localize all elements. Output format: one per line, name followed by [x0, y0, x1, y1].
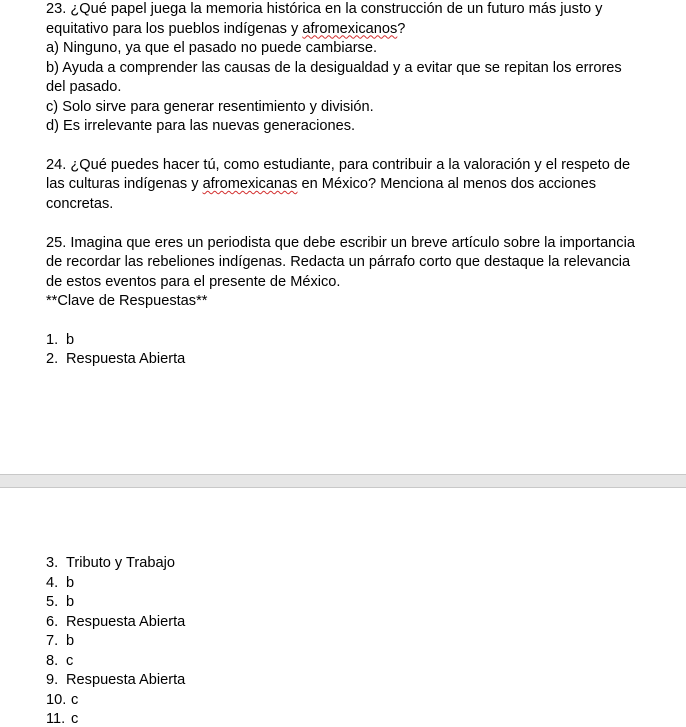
spellcheck-word[interactable]: afromexicanas — [202, 176, 298, 192]
answer-key-heading: **Clave de Respuestas** — [46, 293, 208, 309]
answer-item — [46, 632, 74, 652]
answer-number: 8. — [46, 652, 59, 669]
answer-item — [46, 710, 78, 727]
answer-text: c — [71, 691, 79, 708]
answer-number: 4. — [46, 574, 59, 591]
answer-item — [46, 593, 74, 613]
answer-number: 5. — [46, 594, 59, 610]
answer-text: c — [71, 711, 79, 727]
answer-number: 11. — [46, 711, 66, 727]
answer-item — [46, 671, 185, 691]
q24-line-1: 24. ¿Qué puedes hacer tú, como estudiante, para contribuir a la valoración y el respeto de — [46, 156, 631, 173]
answer-item — [46, 652, 73, 672]
q23-line-1: 23. ¿Qué papel juega la memoria histórica en la construcción de un futuro más justo y — [46, 1, 603, 17]
answer-item — [46, 554, 175, 574]
answer-number: 3. — [46, 555, 59, 571]
q24-line-2-text: las culturas indígenas y — [46, 176, 203, 192]
answer-text: b — [66, 633, 75, 649]
answer-text: Tributo y Trabajo — [66, 555, 175, 571]
answer-number: 2. — [46, 351, 59, 367]
q25-line-1: 25. Imagina que eres un periodista que debe escribir un breve artículo sobre la importancia — [46, 234, 635, 251]
q23-option-b-cont: del pasado. — [46, 79, 122, 95]
answer-text: b — [66, 574, 75, 591]
q23-option-b: b) Ayuda a comprender las causas de la desigualdad y a evitar que se repitan los errores — [46, 59, 622, 76]
answer-text: b — [66, 331, 75, 348]
answer-text: Respuesta Abierta — [66, 672, 186, 688]
q23-line-2-text: equitativo para los pueblos indígenas y — [46, 20, 303, 37]
answer-item — [46, 331, 74, 351]
answer-number: 1. — [46, 331, 59, 348]
answer-number: 10. — [46, 691, 67, 708]
spellcheck-word[interactable]: afromexicanos — [302, 20, 398, 37]
q23-option-a: a) Ninguno, ya que el pasado no puede cambiarse. — [46, 40, 378, 56]
answer-item — [46, 691, 78, 711]
q24-line-2 — [46, 175, 596, 195]
answer-number: 7. — [46, 633, 59, 649]
answer-text: b — [66, 594, 75, 610]
answer-item — [46, 613, 185, 633]
q23-line-2-end: ? — [397, 20, 406, 37]
answer-number: 6. — [46, 613, 59, 630]
answer-text: Respuesta Abierta — [66, 351, 186, 367]
document-page-2 — [0, 488, 686, 727]
answer-text: Respuesta Abierta — [66, 613, 186, 630]
q23-line-2 — [46, 20, 405, 40]
q24-line-2-end: en México? Menciona al menos dos acciones — [297, 176, 596, 192]
answer-item — [46, 350, 185, 370]
q23-option-d: d) Es irrelevante para las nuevas generaciones. — [46, 118, 356, 134]
page-break — [0, 474, 686, 488]
q24-line-3: concretas. — [46, 195, 114, 212]
answer-number: 9. — [46, 672, 59, 688]
q25-line-2: de recordar las rebeliones indígenas. Redacta un párrafo corto que destaque la relevancia — [46, 254, 631, 270]
answer-item — [46, 574, 74, 594]
q25-line-3: de estos eventos para el presente de México. — [46, 273, 341, 290]
answer-text: c — [66, 652, 74, 669]
q23-option-c: c) Solo sirve para generar resentimiento y división. — [46, 98, 374, 115]
